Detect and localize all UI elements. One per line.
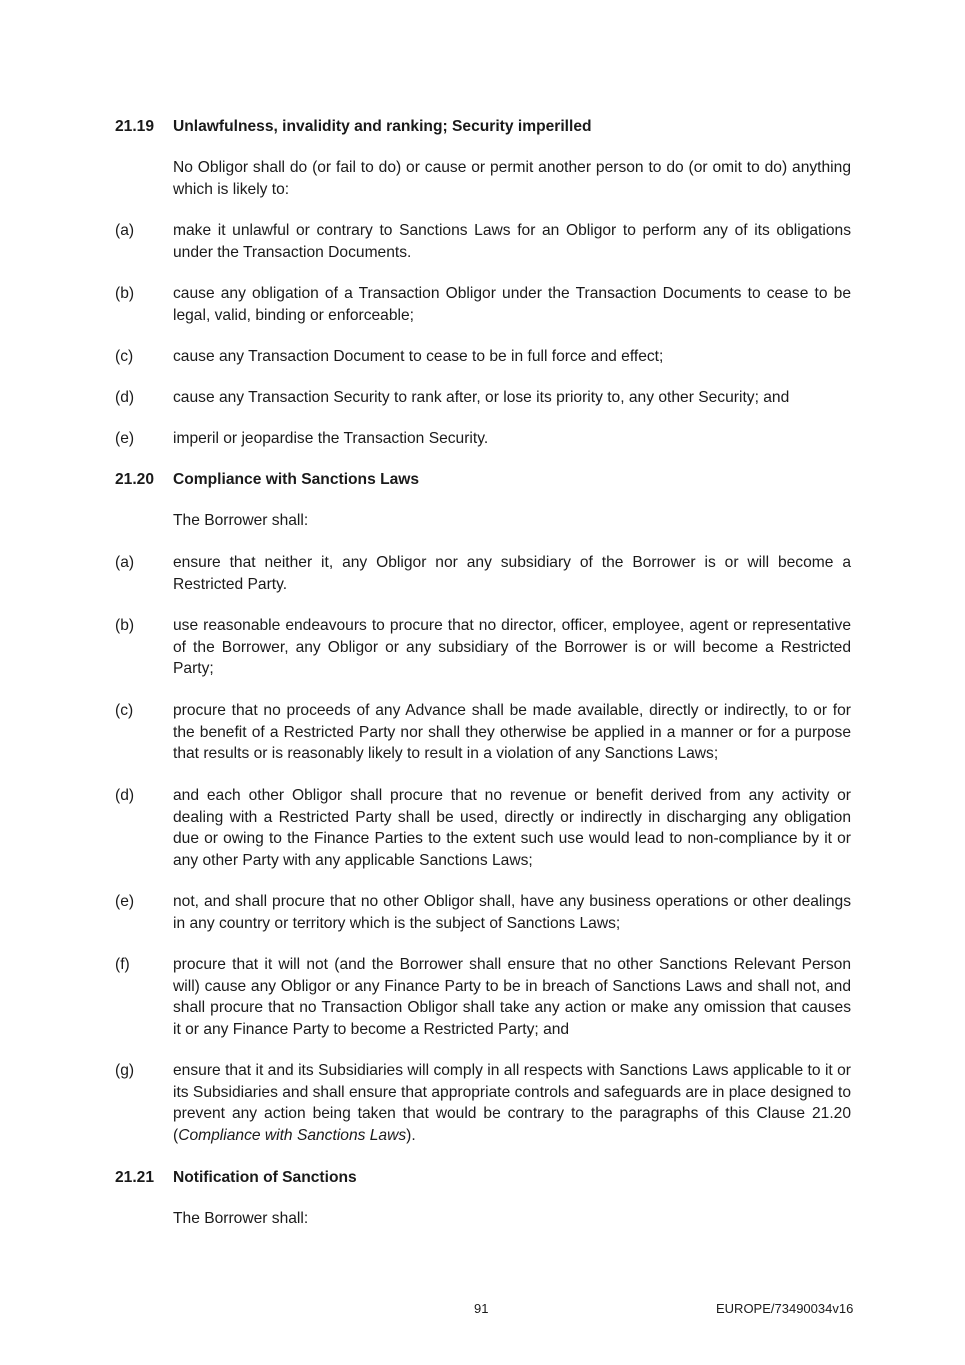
list-item xyxy=(115,891,851,934)
list-item xyxy=(115,700,851,765)
list-item xyxy=(115,552,851,595)
item-text: use reasonable endeavours to procure that no director, officer, employee, agent or representative of the Borrower, any Obligor or any subsidiary of the Borrower is or will become a Restricted Party; xyxy=(173,617,851,678)
list-item xyxy=(115,615,851,680)
list-item xyxy=(115,785,851,871)
item-text: and each other Obligor shall procure that no revenue or benefit derived from any activity or dealing with a Restricted Party shall be used, directly or indirectly in discharging any obligation due or owing to the Finance Parties to the extent such use would lead to non-compliance by it or any other Party with any applicable Sanctions Laws; xyxy=(173,787,851,869)
intro-text: No Obligor shall do (or fail to do) or cause or permit another person to do (or omit to do) anything which is likely to: xyxy=(173,159,851,198)
section-title: Compliance with Sanctions Laws xyxy=(173,471,420,488)
item-text: cause any obligation of a Transaction Obligor under the Transaction Documents to cease to be legal, valid, binding or enforceable; xyxy=(173,285,851,324)
section-heading-21-21 xyxy=(115,1167,851,1189)
list-item xyxy=(115,387,851,409)
item-label: (c) xyxy=(115,348,134,365)
list-item xyxy=(115,283,851,326)
item-label: (b) xyxy=(115,285,135,302)
section-title: Unlawfulness, invalidity and ranking; Security imperilled xyxy=(173,118,592,135)
item-label: (e) xyxy=(115,430,135,447)
list-item xyxy=(115,428,851,450)
item-label: (f) xyxy=(115,956,130,973)
item-label: (d) xyxy=(115,787,135,804)
section-title: Notification of Sanctions xyxy=(173,1169,357,1186)
item-label: (e) xyxy=(115,893,135,910)
item-text: cause any Transaction Security to rank after, or lose its priority to, any other Security; and xyxy=(173,389,790,406)
item-label: (g) xyxy=(115,1062,135,1079)
section-intro xyxy=(115,1208,851,1230)
list-item xyxy=(115,954,851,1040)
intro-text: The Borrower shall: xyxy=(173,1210,309,1227)
item-text: imperil or jeopardise the Transaction Security. xyxy=(173,430,489,447)
section-number: 21.20 xyxy=(115,471,155,488)
section-number: 21.19 xyxy=(115,118,155,135)
item-text: procure that no proceeds of any Advance shall be made available, directly or indirectly, to or for the benefit of a Restricted Party nor shall they otherwise be applied in a manner or for a purpose that results or is reasonably likely to result in a violation of any Sanctions Laws; xyxy=(173,702,851,763)
section-heading-21-20 xyxy=(115,469,851,491)
section-heading-21-19 xyxy=(115,116,851,138)
section-number: 21.21 xyxy=(115,1169,155,1186)
item-text: make it unlawful or contrary to Sanctions Laws for an Obligor to perform any of its obligations under the Transaction Documents. xyxy=(173,222,851,261)
section-intro xyxy=(115,157,851,200)
list-item xyxy=(115,220,851,263)
intro-text: The Borrower shall: xyxy=(173,512,309,529)
item-label: (d) xyxy=(115,389,135,406)
item-text-end: ). xyxy=(406,1126,416,1144)
item-text: not, and shall procure that no other Obligor shall, have any business operations or other dealings in any country or territory which is the subject of Sanctions Laws; xyxy=(173,893,851,932)
item-text: procure that it will not (and the Borrower shall ensure that no other Sanctions Relevant Person will) cause any Obligor or any Finance Party to be in breach of Sanctions Laws and shall not, and shall procure that no Transaction Obligor shall take any action or make any omission that causes it or any Finance Party to become a Restricted Party; and xyxy=(173,956,851,1038)
item-text: ensure that neither it, any Obligor nor any subsidiary of the Borrower is or will become a Restricted Party. xyxy=(173,554,851,593)
item-label: (c) xyxy=(115,702,134,719)
section-intro xyxy=(115,510,851,532)
page-number: 91 xyxy=(474,1301,489,1316)
item-label: (a) xyxy=(115,554,135,571)
clause-reference: Compliance with Sanctions Laws xyxy=(178,1126,407,1144)
list-item xyxy=(115,346,851,368)
item-label: (a) xyxy=(115,222,135,239)
item-label: (b) xyxy=(115,617,135,634)
item-text xyxy=(173,1060,851,1146)
document-reference: EUROPE/73490034v16 xyxy=(716,1301,854,1316)
item-text-start: ensure that it and its Subsidiaries will comply in all respects with Sanctions Laws applicable to it or its Subsidiaries and shall ensure that appropriate controls and safeguards are in place designed to prevent any action being taken that would be contrary to the paragraphs of this Clause 21.20 ( xyxy=(173,1062,851,1144)
list-item xyxy=(115,1060,851,1146)
item-text: cause any Transaction Document to cease to be in full force and effect; xyxy=(173,348,664,365)
